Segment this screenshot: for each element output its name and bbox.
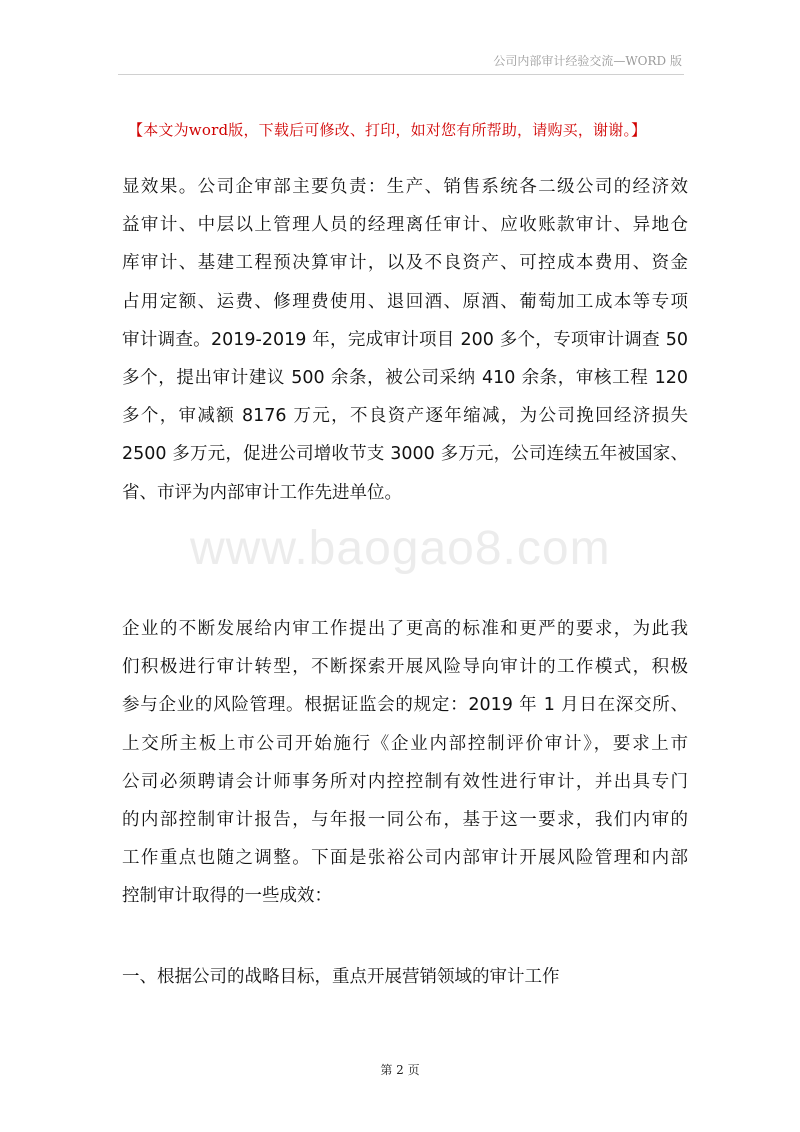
text-line: 占用定额、运费、修理费使用、退回酒、原酒、葡萄加工成本等专项 xyxy=(122,291,688,312)
purchase-notice: 【本文为word版，下载后可修改、打印，如对您有所帮助，请购买，谢谢。】 xyxy=(128,121,647,139)
page-number: 第 2 页 xyxy=(380,1063,420,1077)
header-divider xyxy=(118,74,684,75)
text-line: 工作重点也随之调整。下面是张裕公司内部审计开展风险管理和内部 xyxy=(122,848,688,869)
text-line: 控制审计取得的一些成效： xyxy=(122,886,332,907)
text-line: 企业的不断发展给内审工作提出了更高的标准和更严的要求，为此我 xyxy=(122,619,688,639)
text-line: 上交所主板上市公司开始施行《企业内部控制评价审计》，要求上市 xyxy=(122,733,688,754)
text-line: 审计调查。2019-2019 年，完成审计项目 200 多个，专项审计调查 50 xyxy=(122,329,688,350)
text-line: 的内部控制审计报告，与年报一同公布，基于这一要求，我们内审的 xyxy=(122,809,688,830)
running-header: 公司内部审计经验交流—WORD 版 xyxy=(493,54,682,68)
text-line: 2500 多万元，促进公司增收节支 3000 多万元，公司连续五年被国家、 xyxy=(122,444,688,465)
text-line: 显效果。公司企审部主要负责：生产、销售系统各二级公司的经济效 xyxy=(122,177,688,197)
text-line: 公司必须聘请会计师事务所对内控控制有效性进行审计，并出具专门 xyxy=(122,771,688,792)
text-line: 们积极进行审计转型，不断探索开展风险导向审计的工作模式，积极 xyxy=(122,657,688,678)
paragraph-2 xyxy=(122,610,688,916)
text-line: 多个，审减额 8176 万元，不良资产逐年缩减，为公司挽回经济损失 xyxy=(122,406,688,427)
text-line: 省、市评为内部审计工作先进单位。 xyxy=(122,482,402,503)
text-line: 益审计、中层以上管理人员的经理离任审计、应收账款审计、异地仓 xyxy=(122,215,688,236)
text-line: 参与企业的风险管理。根据证监会的规定：2019 年 1 月日在深交所、 xyxy=(122,695,688,716)
section-heading: 一、根据公司的战略目标，重点开展营销领域的审计工作 xyxy=(122,967,560,987)
text-line: 多个，提出审计建议 500 余条，被公司采纳 410 余条，审核工程 120 xyxy=(122,367,688,388)
watermark: www.baogao8.com xyxy=(190,522,611,575)
paragraph-1 xyxy=(122,168,688,512)
text-line: 库审计、基建工程预决算审计，以及不良资产、可控成本费用、资金 xyxy=(122,253,688,274)
